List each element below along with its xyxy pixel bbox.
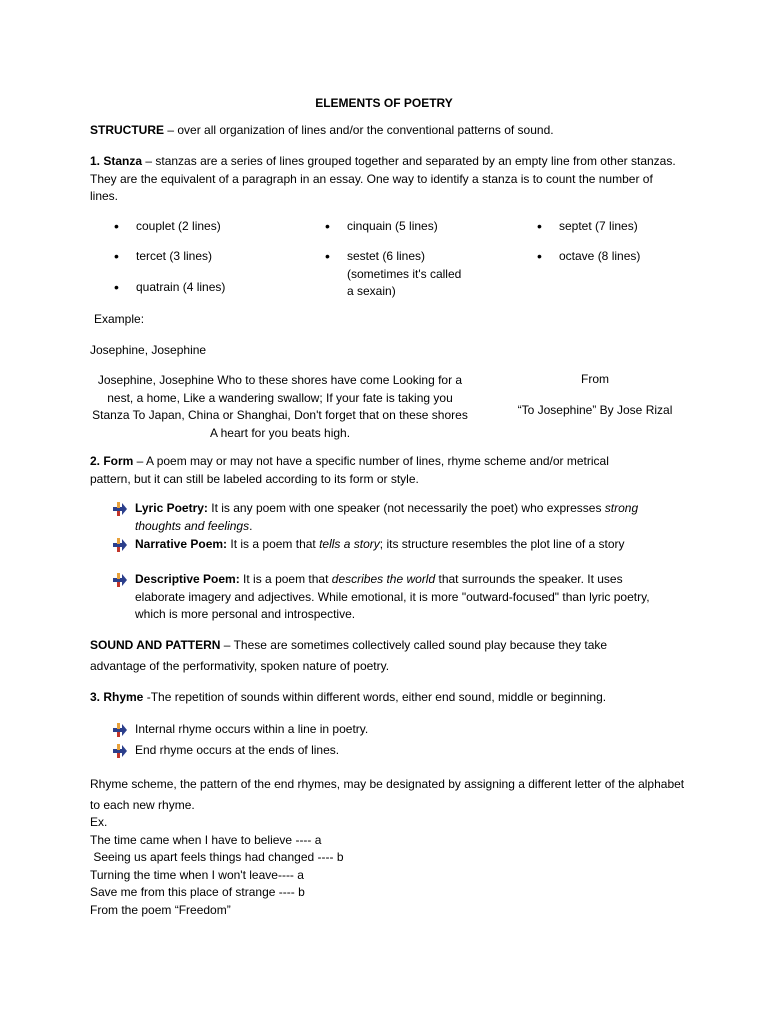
arrow-bullet-icon [113, 744, 127, 758]
arrow-bullet-icon [113, 573, 127, 587]
example-line: From the poem “Freedom” [90, 902, 231, 917]
rhyme-text: -The repetition of sounds within different words, either end sound, middle or beginning. [143, 690, 607, 704]
poem-text: Josephine, Josephine Who to these shores have come Looking for a nest, a home, Like a wandering swallow; If your fate is taking you Stanza To Japan, China or Shanghai, Don't forget that on these shores A heart for you beats high. [92, 373, 468, 440]
example-line: Turning the time when I won't leave---- a [90, 867, 304, 882]
bullet-icon: • [537, 218, 542, 234]
rhyme-label: 3. Rhyme [90, 690, 144, 704]
bullet-icon: • [114, 248, 119, 264]
example-line: Save me from this place of strange ---- b [90, 885, 305, 899]
list-item: • sestet (6 lines) (sometimes it's called a sexain) [325, 248, 471, 301]
sound-pattern-paragraph [90, 635, 650, 677]
list-item: • octave (8 lines) [537, 248, 641, 264]
example-line: Seeing us apart feels things had changed ---- b [90, 850, 344, 864]
list-item: Narrative Poem: It is a poem that tells a story; its structure resembles the plot line of a story [113, 536, 673, 554]
bullet-icon: • [325, 218, 330, 234]
list-item: • cinquain (5 lines) [325, 218, 438, 234]
bullet-icon: • [114, 218, 119, 234]
stanza-paragraph [90, 153, 682, 206]
list-item: Descriptive Poem: It is a poem that describes the world that surrounds the speaker. It uses elaborate imagery and adjectives. While emotional, it is more "outward-focused" than lyric poetry, which is more personal and introspective. [113, 571, 673, 624]
form-label: 2. Form [90, 454, 134, 468]
poem-title: Josephine, Josephine [90, 343, 207, 357]
example-label: Example: [94, 312, 145, 326]
list-item: • couplet (2 lines) [114, 218, 221, 234]
form-text: – A poem may or may not have a specific number of lines, rhyme scheme and/or metrical pattern, but it can still be labeled according to its form or style. [90, 454, 609, 486]
list-item: • tercet (3 lines) [114, 248, 213, 264]
structure-label: STRUCTURE [90, 123, 164, 137]
rhyme-example [90, 814, 490, 919]
arrow-bullet-icon [113, 723, 127, 737]
rhyme-scheme-paragraph: Rhyme scheme, the pattern of the end rhymes, may be designated by assigning a different letter of the alphabet to each new rhyme. [90, 777, 685, 812]
source-title: “To Josephine” By Jose Rizal [517, 403, 673, 417]
form-paragraph [90, 453, 650, 488]
bullet-icon: • [114, 279, 119, 295]
list-item: End rhyme occurs at the ends of lines. [113, 742, 673, 760]
structure-text: – over all organization of lines and/or the conventional patterns of sound. [164, 123, 554, 137]
bullet-icon: • [537, 248, 542, 264]
arrow-bullet-icon [113, 502, 127, 516]
list-item: • septet (7 lines) [537, 218, 638, 234]
page-title: ELEMENTS OF POETRY [315, 96, 453, 110]
list-item: Internal rhyme occurs within a line in poetry. [113, 721, 673, 739]
example-line: The time came when I have to believe ---- a [90, 832, 322, 847]
sound-pattern-text: – These are sometimes collectively called sound play because they take advantage of the performativity, spoken nature of poetry. [90, 638, 608, 673]
structure-paragraph [90, 122, 680, 140]
rhyme-paragraph [90, 689, 690, 707]
stanza-label: 1. Stanza [90, 154, 143, 168]
arrow-bullet-icon [113, 538, 127, 552]
sound-pattern-label: SOUND AND PATTERN [90, 638, 221, 652]
list-item: • quatrain (4 lines) [114, 279, 226, 295]
list-item: Lyric Poetry: It is any poem with one speaker (not necessarily the poet) who expresses strong thoughts and feelings. [113, 500, 673, 535]
stanza-text: – stanzas are a series of lines grouped together and separated by an empty line from other stanzas. They are the equivalent of a paragraph in an essay. One way to identify a stanza is to count the number of lines. [90, 154, 676, 203]
example-line: Ex. [90, 815, 108, 829]
bullet-icon: • [325, 248, 330, 264]
source-from: From [581, 372, 609, 386]
